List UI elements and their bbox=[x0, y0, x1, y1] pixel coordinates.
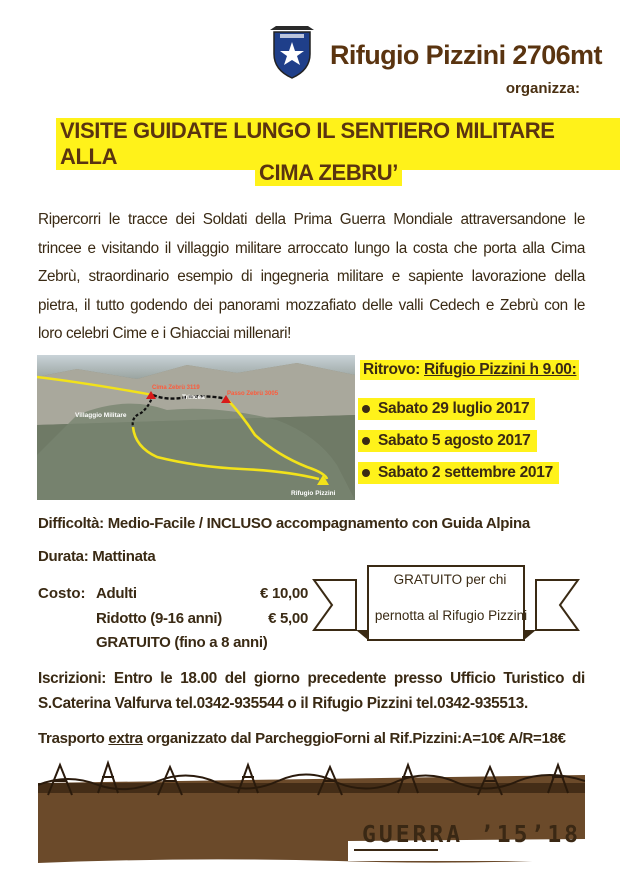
cost-row bbox=[96, 585, 308, 602]
bullet-icon bbox=[362, 405, 370, 413]
cai-logo bbox=[268, 24, 316, 80]
map-label-villaggio: Villaggio Militare bbox=[75, 412, 127, 419]
difficulty-text: Difficoltà: Medio-Facile / INCLUSO accompagnamento con Guida Alpina bbox=[38, 515, 530, 532]
transport-suffix: organizzato dal ParcheggioForni al Rif.Pizzini:A=10€ A/R=18€ bbox=[142, 730, 566, 747]
ritrovo-place: Rifugio Pizzini h 9.00: bbox=[424, 361, 577, 378]
date-item bbox=[358, 462, 559, 484]
cost-label: Costo: bbox=[38, 585, 86, 602]
route-map-image bbox=[37, 355, 355, 500]
date-item bbox=[358, 398, 535, 420]
headline-line-2: CIMA ZEBRU’ bbox=[255, 160, 402, 186]
date-text: Sabato 29 luglio 2017 bbox=[378, 400, 530, 417]
organizza-label: organizza: bbox=[505, 80, 580, 97]
date-text: Sabato 5 agosto 2017 bbox=[378, 432, 531, 449]
bullet-icon bbox=[362, 437, 370, 445]
headline-line-1: VISITE GUIDATE LUNGO IL SENTIERO MILITARE ALLA bbox=[56, 118, 620, 170]
cost-row bbox=[96, 634, 308, 651]
ribbon-text-line-1: GRATUITO per chi bbox=[393, 572, 507, 587]
date-text: Sabato 2 settembre 2017 bbox=[378, 464, 553, 481]
transport-prefix: Trasporto bbox=[38, 730, 109, 747]
cost-name: Adulti bbox=[96, 585, 137, 602]
map-label-quota: Passo Zebrù 3005 bbox=[227, 391, 279, 397]
bullet-icon bbox=[362, 469, 370, 477]
duration-text: Durata: Mattinata bbox=[38, 548, 156, 565]
cost-name: Ridotto (9-16 anni) bbox=[96, 610, 222, 627]
cost-row bbox=[96, 610, 308, 627]
map-label-cima: Cima Zebrù 3119 bbox=[152, 385, 200, 391]
transport-text bbox=[38, 730, 566, 747]
transport-extra: extra bbox=[108, 730, 143, 747]
ritrovo-line bbox=[360, 360, 579, 380]
cost-price: € 10,00 bbox=[260, 585, 308, 602]
guerra-banner-text: GUERRA ’15’18 bbox=[362, 822, 582, 848]
ritrovo-label: Ritrovo: bbox=[363, 361, 421, 378]
registration-text: Iscrizioni: Entro le 18.00 del giorno precedente presso Ufficio Turistico di S.Caterina Valfurva tel.0342-935544 o il Rifugio Pizzini tel.0342-935513. bbox=[38, 670, 585, 712]
cost-price: € 5,00 bbox=[268, 610, 308, 627]
refuge-title: Rifugio Pizzini 2706mt bbox=[330, 40, 602, 70]
intro-paragraph: Ripercorri le tracce dei Soldati della Prima Guerra Mondiale attraversandone le trincee e visitando il villaggio militare arroccato lungo la costa che porta alla Cima Zebrù, straordinario esempio di ingegneria militare e sapiente lavorazione della pietra, il tutto godendo dei panorami mozzafiato delle valli Cedech e Zebrù con le loro celebri Cime e i Ghiacciai millenari! bbox=[38, 211, 585, 343]
cost-name: GRATUITO (fino a 8 anni) bbox=[96, 634, 268, 651]
map-label-rifugio: Rifugio Pizzini bbox=[291, 490, 336, 497]
war-banner-image bbox=[38, 755, 585, 865]
map-label-trincea: Trincea bbox=[182, 394, 205, 401]
date-item bbox=[358, 430, 537, 452]
ribbon-text-line-2: pernotta al Rifugio Pizzini bbox=[374, 608, 528, 623]
